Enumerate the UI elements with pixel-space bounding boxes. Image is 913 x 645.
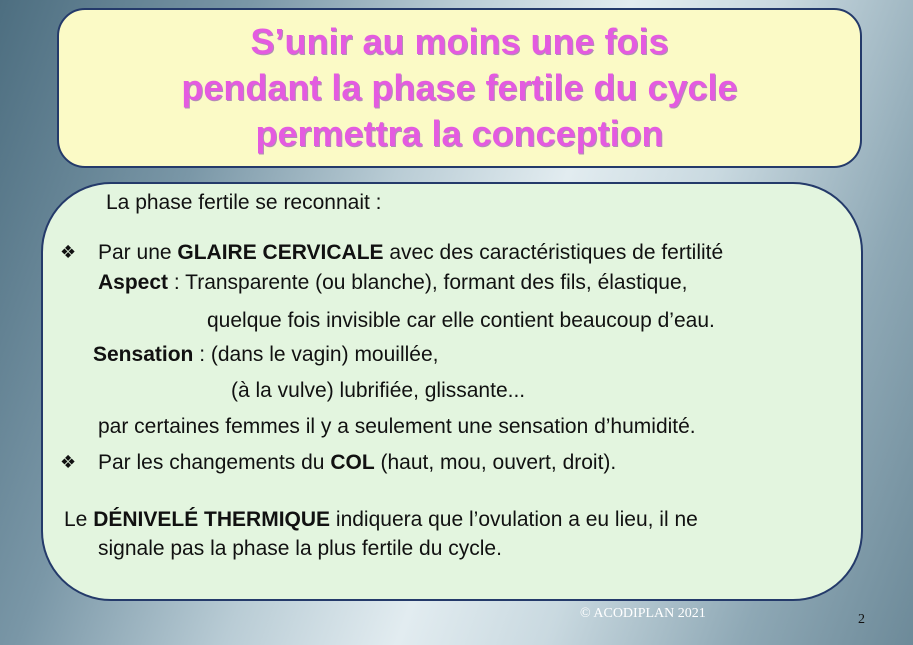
title-line-1: S’unir au moins une fois: [250, 21, 669, 62]
aspect-continuation: quelque fois invisible car elle contient beaucoup d’eau.: [207, 309, 715, 332]
col-line: [98, 451, 616, 475]
col-prefix: Par les changements du: [98, 451, 331, 474]
intro-text: La phase fertile se reconnait :: [106, 191, 382, 214]
title-box: [57, 8, 862, 168]
sensation-line: [93, 343, 438, 367]
glaire-prefix: Par une: [98, 241, 178, 264]
denivele-line: [64, 508, 698, 532]
title-line-3: permettra la conception: [255, 113, 664, 154]
col-suffix: (haut, mou, ouvert, droit).: [374, 451, 617, 474]
denivele-line-2: signale pas la phase la plus fertile du cycle.: [98, 537, 502, 560]
sensation-text: : (dans le vagin) mouillée,: [193, 343, 439, 366]
aspect-label: Aspect: [98, 271, 169, 294]
page-number: 2: [858, 612, 865, 627]
copyright-footer: © ACODIPLAN 2021: [580, 606, 706, 621]
glaire-suffix: avec des caractéristiques de fertilité: [383, 241, 724, 264]
denivele-bold: DÉNIVELÉ THERMIQUE: [93, 508, 331, 531]
col-bold: COL: [330, 451, 375, 474]
aspect-text: : Transparente (ou blanche), formant des fils, élastique,: [168, 271, 688, 294]
diamond-bullet-icon: ❖: [60, 452, 77, 473]
certaines-line: par certaines femmes il y a seulement une sensation d’humidité.: [98, 415, 696, 438]
sensation-continuation: (à la vulve) lubrifiée, glissante...: [231, 379, 526, 402]
denivele-prefix: Le: [64, 508, 94, 531]
glaire-bold: GLAIRE CERVICALE: [177, 241, 384, 264]
denivele-suffix: indiquera que l’ovulation a eu lieu, il ne: [330, 508, 698, 531]
glaire-line: [98, 241, 723, 265]
aspect-line: [98, 271, 687, 295]
title-line-2: pendant la phase fertile du cycle: [181, 67, 738, 108]
diamond-bullet-icon: ❖: [60, 242, 77, 263]
sensation-label: Sensation: [93, 343, 194, 366]
